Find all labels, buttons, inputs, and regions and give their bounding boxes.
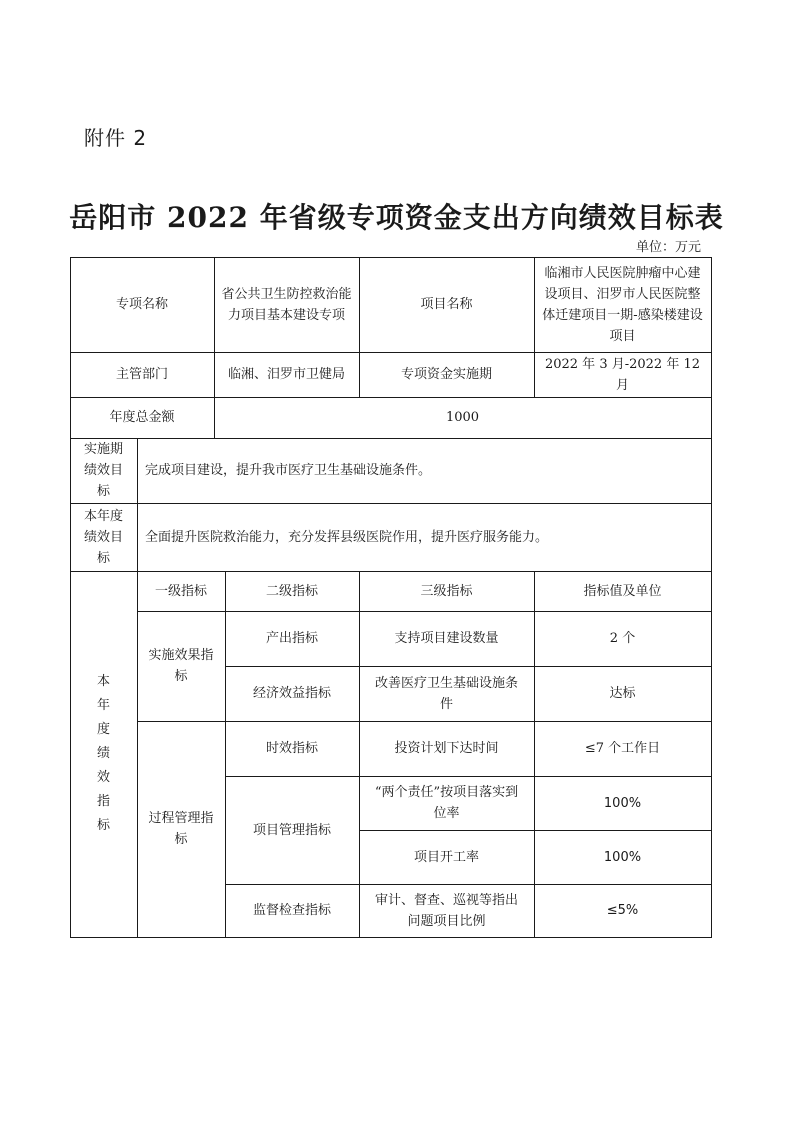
year-goal-label: 本年度绩效目标 <box>83 508 123 566</box>
project-name-value: 临湘市人民医院肿瘤中心建设项目、汨罗市人民医院整体迁建项目一期-感染楼建设项目 <box>542 265 703 344</box>
unit-label: 单位：万元 <box>635 240 701 255</box>
impl-goal-label: 实施期绩效目标 <box>83 442 123 499</box>
period-label: 专项资金实施期 <box>400 367 492 382</box>
col-header-level1: 一级指标 <box>154 583 207 599</box>
value-row-3: ≤7 个工作日 <box>584 741 661 756</box>
value-row-5: 100% <box>603 849 642 865</box>
level3-row-3: 投资计划下达时间 <box>394 741 499 756</box>
level3-row-1: 支持项目建设数量 <box>394 631 499 646</box>
period-value: 2022 年 3 月-2022 年 12 月 <box>544 356 701 393</box>
col-header-level2: 二级指标 <box>265 583 318 599</box>
total-label: 年度总金额 <box>109 410 175 425</box>
col-header-value: 指标值及单位 <box>583 583 662 599</box>
level2-supervision: 监督检查指标 <box>252 903 331 918</box>
attachment-label: 附件 2 <box>84 126 148 150</box>
value-row-4: 100% <box>603 795 642 811</box>
level3-row-2: 改善医疗卫生基础设施条件 <box>374 675 518 712</box>
indicators-label: 本年度绩效指标 <box>96 674 110 833</box>
col-header-level3: 三级指标 <box>420 583 473 599</box>
performance-target-table <box>70 257 712 938</box>
level2-output: 产出指标 <box>265 631 318 646</box>
total-value: 1000 <box>445 410 480 425</box>
value-row-1: 2 个 <box>609 631 636 646</box>
level3-row-5: 项目开工率 <box>413 849 479 865</box>
document-title: 岳阳市 2022 年省级专项资金支出方向绩效目标表 <box>69 201 724 234</box>
value-row-2: 达标 <box>609 686 636 701</box>
project-name-label: 项目名称 <box>420 297 473 312</box>
dept-value: 临湘、汨罗市卫健局 <box>227 367 345 382</box>
value-row-6: ≤5% <box>606 903 639 918</box>
special-name-label: 专项名称 <box>115 297 168 312</box>
year-goal-value: 全面提升医院救治能力，充分发挥县级医院作用，提升医疗服务能力。 <box>145 529 549 545</box>
impl-goal-value: 完成项目建设，提升我市医疗卫生基础设施条件。 <box>145 463 432 478</box>
level3-row-4: “两个责任”按项目落实到位率 <box>374 785 519 821</box>
level2-economic: 经济效益指标 <box>252 686 331 701</box>
level1-effect: 实施效果指标 <box>148 648 214 684</box>
special-name-value: 省公共卫生防控救治能力项目基本建设专项 <box>221 286 352 323</box>
level2-project-management: 项目管理指标 <box>252 822 331 838</box>
level2-timeliness: 时效指标 <box>265 741 318 756</box>
dept-label: 主管部门 <box>115 367 168 382</box>
level3-row-6: 审计、督查、巡视等指出问题项目比例 <box>374 892 518 929</box>
level1-process: 过程管理指标 <box>148 811 214 847</box>
